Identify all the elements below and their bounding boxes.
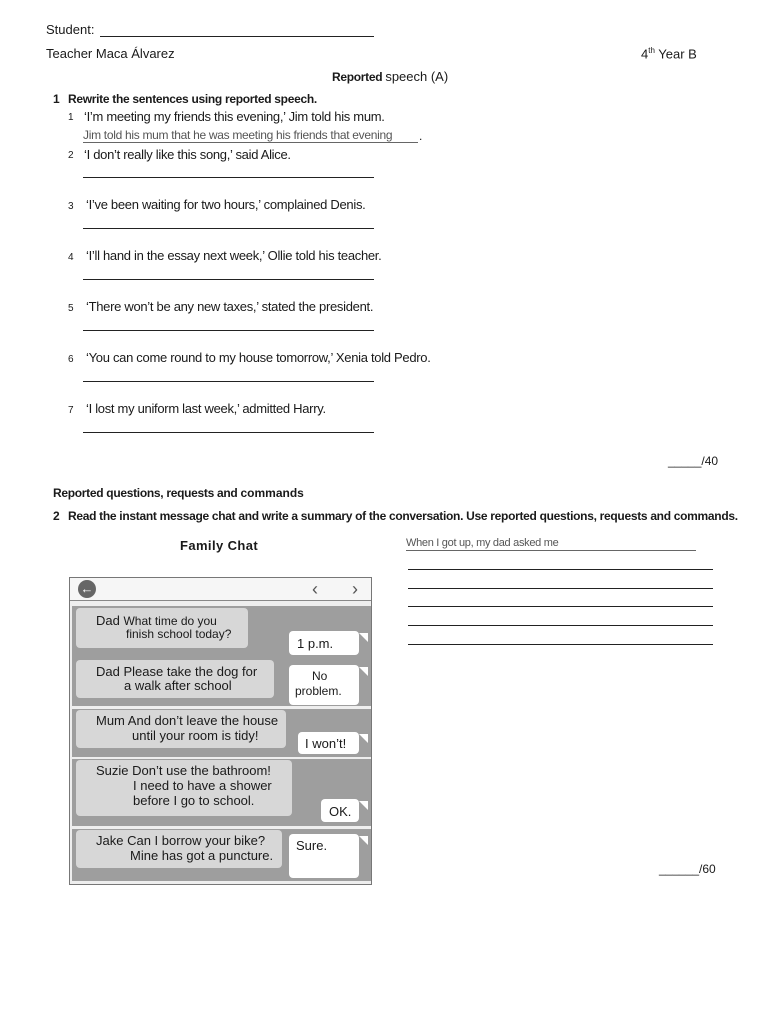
item-sentence: ‘I’ve been waiting for two hours,’ complained Denis. xyxy=(86,197,366,212)
class-year: 4th Year B xyxy=(641,46,697,62)
chat-row xyxy=(72,606,371,660)
message-text: Can I borrow your bike? xyxy=(127,833,266,848)
bubble-tail xyxy=(359,734,368,743)
score-section-2: ______/60 xyxy=(659,862,716,876)
message-text: And don’t leave the house xyxy=(127,713,279,728)
summary-line[interactable] xyxy=(408,625,713,626)
chat-title: Family Chat xyxy=(180,538,259,553)
chat-toolbar xyxy=(70,578,371,601)
incoming-message xyxy=(76,710,286,748)
example-answer-line xyxy=(83,142,418,143)
summary-line[interactable] xyxy=(408,606,713,607)
reply-text: I won’t! xyxy=(305,736,347,751)
summary-line[interactable] xyxy=(408,644,713,645)
item-sentence: ‘There won’t be any new taxes,’ stated the president. xyxy=(86,299,374,314)
sender-name: Suzie xyxy=(96,763,129,778)
bubble-tail xyxy=(359,633,368,642)
chat-row xyxy=(72,759,371,826)
reply-bubble xyxy=(289,665,359,705)
answer-line[interactable] xyxy=(83,228,374,229)
item-sentence: ‘I’ll hand in the essay next week,’ Ollie told his teacher. xyxy=(86,248,382,263)
message-text: a walk after school xyxy=(124,678,232,693)
incoming-message xyxy=(76,660,274,698)
reply-bubble xyxy=(289,834,359,878)
student-label: Student: xyxy=(46,22,95,37)
reply-text: No xyxy=(312,669,328,683)
item-number: 3 xyxy=(68,201,74,212)
score-section-1: _____/40 xyxy=(668,454,719,468)
message-text: Mine has got a puncture. xyxy=(130,848,274,863)
item-sentence: ‘I’m meeting my friends this evening,’ Jim told his mum. xyxy=(84,109,385,124)
item-sentence: ‘I don’t really like this song,’ said Alice. xyxy=(84,147,291,162)
answer-line[interactable] xyxy=(83,279,374,280)
exercise2-number: 2 xyxy=(53,509,60,523)
chat-row xyxy=(72,659,371,706)
incoming-message xyxy=(76,830,282,868)
section-title: Reported questions, requests and commands xyxy=(53,486,304,500)
exercise2-instruction: Read the instant message chat and write a summary of the conversation. Use reported questions, requests and commands. xyxy=(68,509,738,523)
incoming-message xyxy=(76,760,292,816)
example-answer: Jim told his mum that he was meeting his friends that evening xyxy=(83,128,393,142)
reply-text: OK. xyxy=(329,804,352,819)
incoming-message xyxy=(76,608,248,648)
sender-name: Mum xyxy=(96,713,125,728)
item-sentence: ‘I lost my uniform last week,’ admitted Harry. xyxy=(86,401,326,416)
item-number: 2 xyxy=(68,150,74,161)
answer-line[interactable] xyxy=(83,381,374,382)
item-number: 5 xyxy=(68,303,74,314)
page-title: Reported speech (A) xyxy=(332,69,449,84)
item-number: 1 xyxy=(68,112,74,123)
sender-name: Jake xyxy=(96,833,124,848)
reply-bubble xyxy=(298,732,359,754)
message-text: What time do you xyxy=(123,614,217,628)
student-name-line[interactable] xyxy=(100,36,374,37)
message-text: Don’t use the bathroom! xyxy=(132,763,271,778)
bubble-tail xyxy=(359,836,368,845)
sender-name: Dad xyxy=(96,664,120,679)
item-sentence: ‘You can come round to my house tomorrow,’ Xenia told Pedro. xyxy=(86,350,431,365)
chevron-right-icon[interactable]: › xyxy=(352,579,358,599)
summary-line[interactable] xyxy=(408,569,713,570)
item-number: 4 xyxy=(68,252,74,263)
item-number: 7 xyxy=(68,405,74,416)
answer-line[interactable] xyxy=(83,330,374,331)
sender-name: Dad xyxy=(96,613,120,628)
reply-text: Sure. xyxy=(296,838,328,853)
item-number: 6 xyxy=(68,354,74,365)
message-text: finish school today? xyxy=(126,627,232,641)
bubble-tail xyxy=(359,667,368,676)
bubble-tail xyxy=(359,801,368,810)
summary-line[interactable] xyxy=(406,550,696,551)
exercise1-instruction: Rewrite the sentences using reported speech. xyxy=(68,92,317,106)
message-text: before I go to school. xyxy=(133,793,255,808)
chat-row xyxy=(72,829,371,881)
chevron-left-icon[interactable]: ‹ xyxy=(312,579,318,599)
chat-row xyxy=(72,709,371,757)
reply-text: 1 p.m. xyxy=(297,636,334,651)
summary-answer-start: When I got up, my dad asked me xyxy=(406,537,559,549)
message-text: Please take the dog for xyxy=(123,664,258,679)
message-text: I need to have a shower xyxy=(133,778,272,793)
summary-line[interactable] xyxy=(408,588,713,589)
family-chat-window xyxy=(69,577,372,885)
reply-bubble xyxy=(289,631,359,655)
back-arrow-icon[interactable]: ← xyxy=(78,580,96,598)
answer-line[interactable] xyxy=(83,432,374,433)
answer-line[interactable] xyxy=(83,177,374,178)
reply-bubble xyxy=(321,799,359,822)
exercise1-number: 1 xyxy=(53,92,60,106)
teacher-name: Teacher Maca Álvarez xyxy=(46,46,175,61)
message-text: until your room is tidy! xyxy=(132,728,259,743)
reply-text: problem. xyxy=(295,684,342,698)
example-answer-period: . xyxy=(419,129,423,143)
